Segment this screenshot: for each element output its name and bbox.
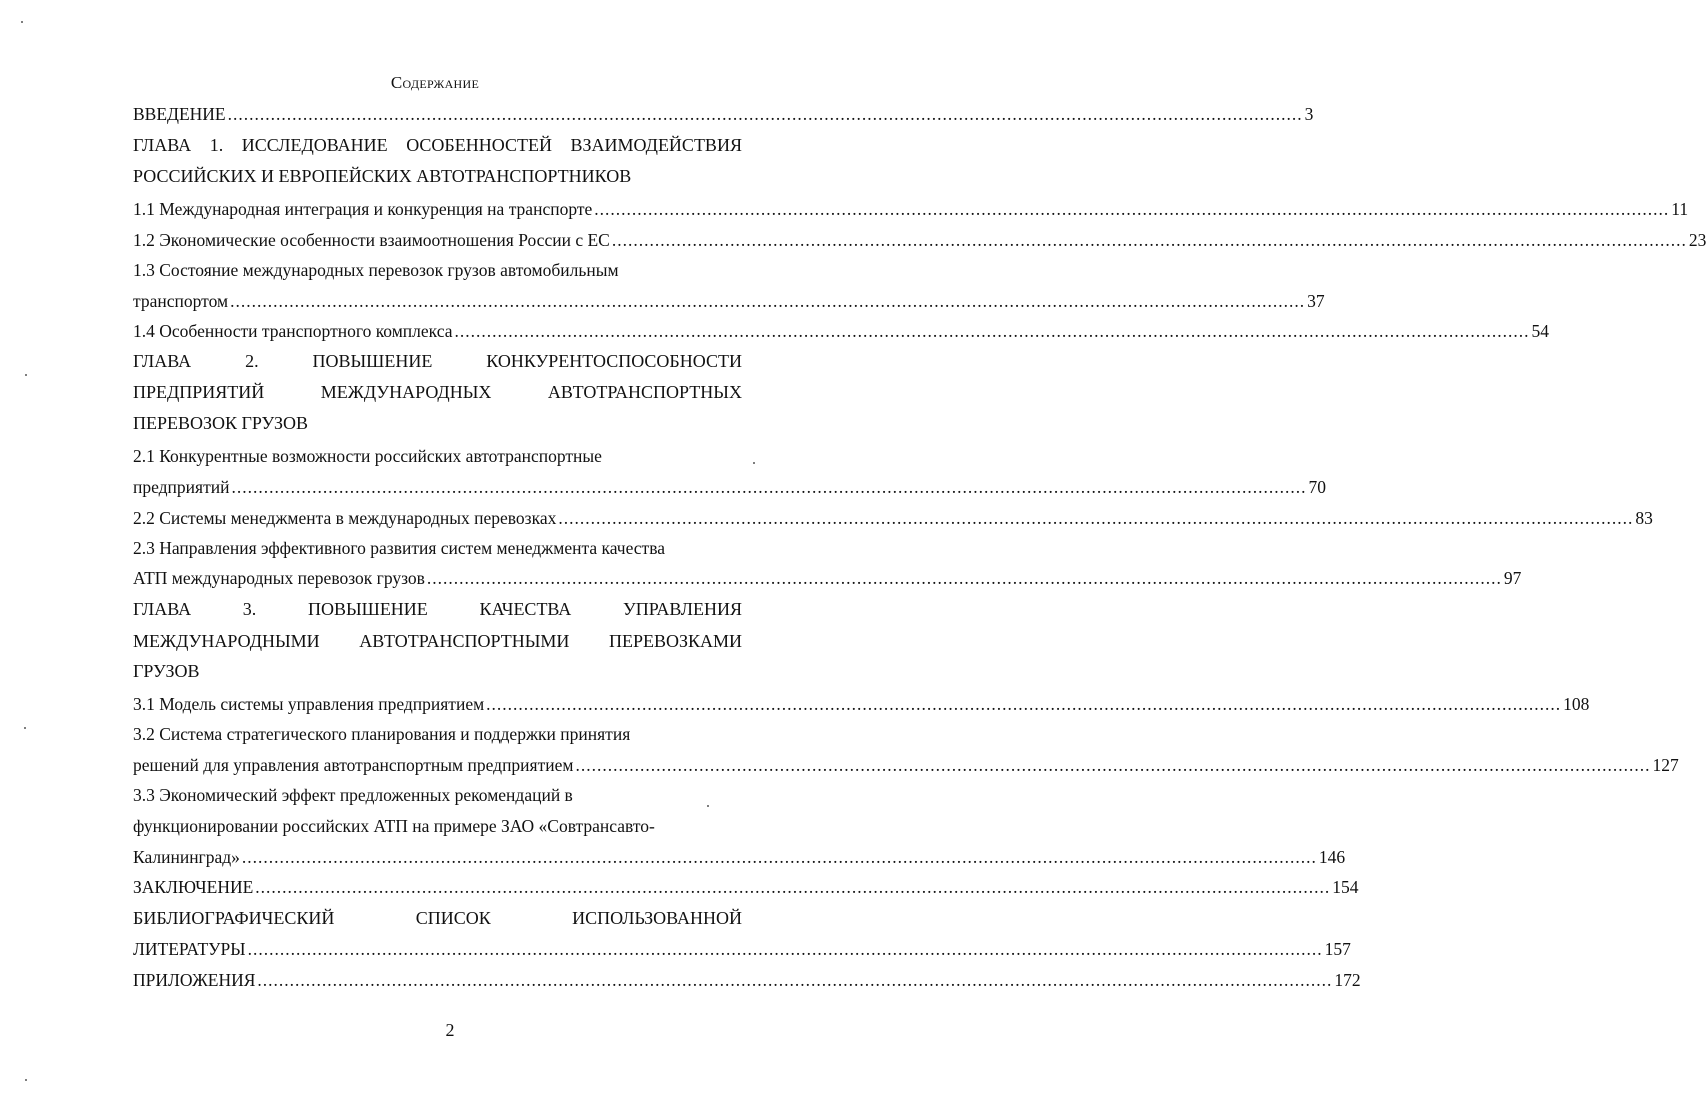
- heading-word: АВТОТРАНСПОРТНЫМИ: [359, 631, 570, 651]
- toc-chapter-1-heading[interactable]: [133, 130, 742, 160]
- toc-entry-text: ПРИЛОЖЕНИЯ: [133, 970, 256, 990]
- toc-entry-page: 172: [1334, 970, 1361, 990]
- toc-entry-text: ВВЕДЕНИЕ: [133, 104, 226, 124]
- toc-entry-1-2[interactable]: [133, 225, 1706, 255]
- heading-word: 1.: [209, 135, 224, 155]
- toc-entry-text: ЗАКЛЮЧЕНИЕ: [133, 877, 254, 897]
- toc-entry-3-1[interactable]: [133, 689, 1590, 719]
- toc-bibliography-heading[interactable]: [133, 903, 742, 933]
- toc-entry-3-3-line1[interactable]: 3.3 Экономический эффект предложенных рекомендаций в: [133, 785, 573, 805]
- leader-dots: ........................................................................................................................................................................................................: [241, 847, 1317, 867]
- page-title: Содержание: [390, 73, 480, 92]
- leader-dots: ........................................................................................................................................................................................................: [247, 939, 1323, 959]
- leader-dots: ........................................................................................................................................................................................................: [231, 477, 1307, 497]
- toc-entry-text: 1.1 Международная интеграция и конкуренция на транспорте: [133, 199, 593, 219]
- toc-entry-text: 2.2 Системы менеджмента в международных перевозках: [133, 508, 557, 528]
- leader-dots: ........................................................................................................................................................................................................: [558, 508, 1634, 528]
- toc-entry-page: 108: [1563, 694, 1590, 714]
- scan-speck: [25, 374, 27, 376]
- heading-word: ВЗАИМОДЕЙСТВИЯ: [570, 135, 742, 155]
- toc-entry-bibliography[interactable]: [133, 934, 1351, 964]
- toc-chapter-2-heading[interactable]: [133, 346, 742, 376]
- toc-entry-2-1[interactable]: [133, 472, 1326, 502]
- toc-entry-3-2-line1[interactable]: 3.2 Система стратегического планирования и поддержки принятия: [133, 724, 631, 744]
- toc-entry-page: 37: [1307, 291, 1325, 311]
- toc-entry-2-3[interactable]: [133, 563, 1522, 593]
- leader-dots: ........................................................................................................................................................................................................: [611, 230, 1687, 250]
- heading-word: ГЛАВА: [133, 351, 192, 371]
- toc-chapter-2-heading-line3[interactable]: ПЕРЕВОЗОК ГРУЗОВ: [133, 413, 309, 433]
- heading-word: КАЧЕСТВА: [479, 599, 572, 619]
- toc-entry-page: 3: [1304, 104, 1314, 124]
- heading-word: ПОВЫШЕНИЕ: [312, 351, 433, 371]
- toc-entry-conclusion[interactable]: [133, 872, 1359, 902]
- scan-speck: [24, 727, 26, 729]
- heading-word: АВТОТРАНСПОРТНЫХ: [547, 382, 742, 402]
- heading-word: УПРАВЛЕНИЯ: [622, 599, 742, 619]
- scan-speck: [25, 1079, 27, 1081]
- heading-word: ИСПОЛЬЗОВАННОЙ: [572, 908, 742, 928]
- leader-dots: ........................................................................................................................................................................................................: [227, 104, 1303, 124]
- toc-chapter-3-heading-line3[interactable]: ГРУЗОВ: [133, 661, 200, 681]
- toc-chapter-3-heading-line2[interactable]: [133, 626, 742, 656]
- toc-entry-3-3-line2[interactable]: функционировании российских АТП на примере ЗАО «Совтрансавто-: [133, 816, 655, 836]
- toc-entry-text: 1.2 Экономические особенности взаимоотношения России с ЕС: [133, 230, 610, 250]
- toc-entry-page: 83: [1635, 508, 1653, 528]
- toc-entry-page: 154: [1332, 877, 1359, 897]
- toc-entry-text: 1.4 Особенности транспортного комплекса: [133, 321, 453, 341]
- leader-dots: ........................................................................................................................................................................................................: [594, 199, 1670, 219]
- toc-entry-intro[interactable]: [133, 99, 1314, 129]
- leader-dots: ........................................................................................................................................................................................................: [575, 755, 1651, 775]
- heading-word: 2.: [245, 351, 259, 371]
- toc-entry-page: 54: [1531, 321, 1549, 341]
- toc-entry-page: 157: [1324, 939, 1351, 959]
- leader-dots: ........................................................................................................................................................................................................: [486, 694, 1562, 714]
- heading-word: ПЕРЕВОЗКАМИ: [608, 631, 742, 651]
- leader-dots: ........................................................................................................................................................................................................: [426, 568, 1502, 588]
- toc-entry-page: 146: [1318, 847, 1346, 867]
- toc-entry-1-3-line1[interactable]: 1.3 Состояние международных перевозок грузов автомобильным: [133, 260, 619, 280]
- toc-entry-text: 3.1 Модель системы управления предприятием: [133, 694, 485, 714]
- toc-chapter-2-heading-line2[interactable]: [133, 377, 742, 407]
- toc-entry-2-2[interactable]: [133, 503, 1653, 533]
- heading-word: ГЛАВА: [133, 599, 192, 619]
- toc-entry-3-3[interactable]: [133, 842, 1346, 872]
- toc-entry-1-1[interactable]: [133, 194, 1689, 224]
- leader-dots: ........................................................................................................................................................................................................: [255, 877, 1331, 897]
- toc-entry-1-4[interactable]: [133, 316, 1549, 346]
- leader-dots: ........................................................................................................................................................................................................: [454, 321, 1530, 341]
- toc-entry-text: Калининград»: [133, 847, 240, 867]
- heading-word: МЕЖДУНАРОДНЫХ: [320, 382, 492, 402]
- toc-entry-text: решений для управления автотранспортным предприятием: [133, 755, 574, 775]
- heading-word: 3.: [242, 599, 257, 619]
- toc-chapter-1-heading-line2[interactable]: РОССИЙСКИХ И ЕВРОПЕЙСКИХ АВТОТРАНСПОРТНИКОВ: [133, 166, 632, 186]
- toc-entry-page: 97: [1503, 568, 1522, 588]
- toc-entry-page: 127: [1652, 755, 1679, 775]
- toc-entry-text: АТП международных перевозок грузов: [133, 568, 425, 588]
- toc-entry-3-2[interactable]: [133, 750, 1679, 780]
- toc-entry-text: предприятий: [133, 477, 230, 497]
- toc-entry-page: 11: [1671, 199, 1689, 219]
- heading-word: СПИСОК: [415, 908, 491, 928]
- toc-entry-2-1-line1[interactable]: 2.1 Конкурентные возможности российских автотранспортные: [133, 446, 602, 466]
- toc-entry-page: 23: [1688, 230, 1706, 250]
- toc-entry-text: транспортом: [133, 291, 229, 311]
- toc-entry-appendix[interactable]: [133, 965, 1361, 995]
- toc-entry-text: ЛИТЕРАТУРЫ: [133, 939, 246, 959]
- heading-word: БИБЛИОГРАФИЧЕСКИЙ: [133, 908, 335, 928]
- page-number: 2: [445, 1020, 455, 1040]
- heading-word: ГЛАВА: [133, 135, 192, 155]
- heading-word: ИССЛЕДОВАНИЕ: [241, 135, 388, 155]
- toc-chapter-3-heading[interactable]: [133, 594, 742, 624]
- heading-word: ПРЕДПРИЯТИЙ: [133, 382, 265, 402]
- leader-dots: ........................................................................................................................................................................................................: [257, 970, 1333, 990]
- leader-dots: ........................................................................................................................................................................................................: [230, 291, 1306, 311]
- heading-word: КОНКУРЕНТОСПОСОБНОСТИ: [486, 351, 742, 371]
- toc-entry-2-3-line1[interactable]: 2.3 Направления эффективного развития систем менеджмента качества: [133, 538, 666, 558]
- toc-entry-1-3[interactable]: [133, 286, 1325, 316]
- heading-word: ОСОБЕННОСТЕЙ: [406, 135, 552, 155]
- heading-word: МЕЖДУНАРОДНЫМИ: [133, 631, 320, 651]
- heading-word: ПОВЫШЕНИЕ: [307, 599, 428, 619]
- scan-speck: [21, 21, 23, 23]
- scan-speck: [753, 462, 755, 464]
- scan-speck: [707, 805, 709, 807]
- toc-entry-page: 70: [1308, 477, 1326, 497]
